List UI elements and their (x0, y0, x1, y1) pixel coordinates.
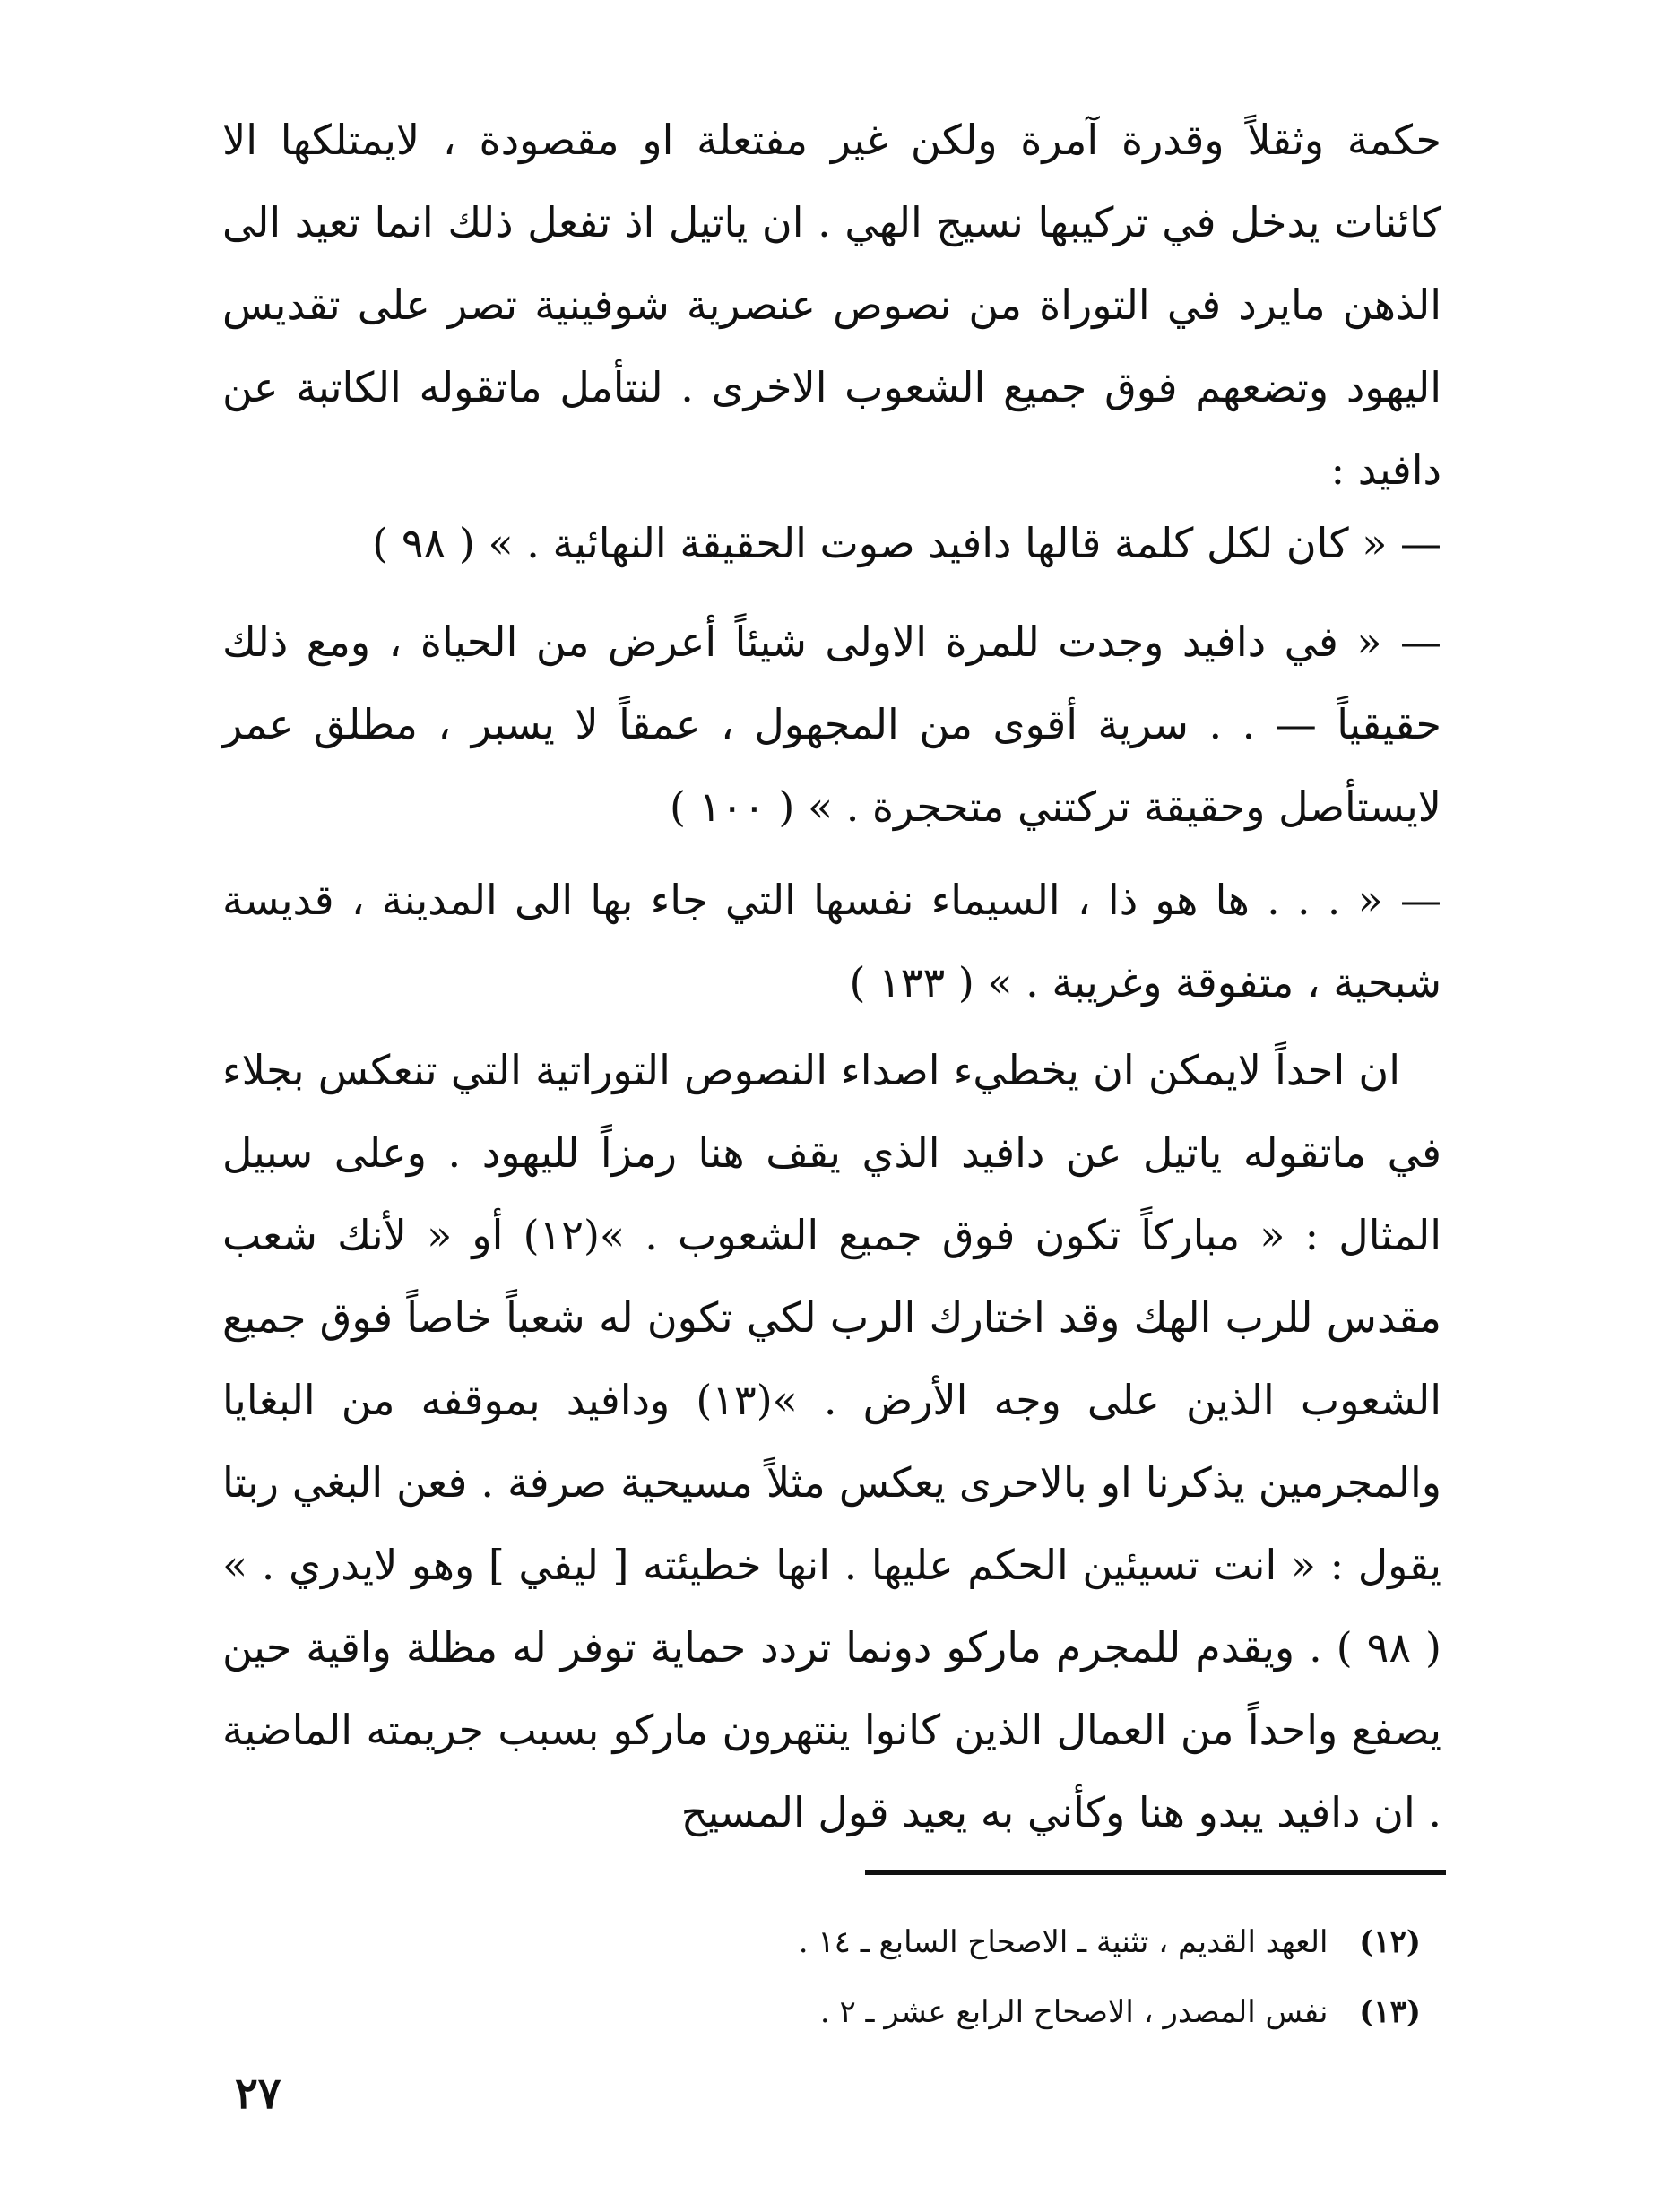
quote-3: — « . . . ها هو ذا ، السيماء نفسها التي جاء بها الى المدينة ، قديسة شبحية ، متفوقة وغريبة . » ( ١٣٣ ) (222, 876, 1441, 1007)
page-number: ٢٧ (235, 2069, 281, 2119)
footnote-13 (538, 1977, 1421, 2047)
footnote-12 (538, 1907, 1421, 1977)
footnote-text: العهد القديم ، تثنية ـ الاصحاح السابع ـ ١٤ . (798, 1924, 1328, 1960)
footnote-number: (١٢) (1359, 1924, 1421, 1960)
quote-1: — « كان لكل كلمة قالها دافيد صوت الحقيقة النهائية . » ( ٩٨ ) (372, 519, 1441, 567)
footnote-divider (865, 1870, 1446, 1875)
footnote-number: (١٣) (1359, 1994, 1421, 2030)
footnote-text: نفس المصدر ، الاصحاح الرابع عشر ـ ٢ . (819, 1994, 1328, 2030)
intro-paragraph: حكمة وثقلاً وقدرة آمرة ولكن غير مفتعلة او مقصودة ، لايمتلكها الا كائنات يدخل في تركيبها نسيج الهي . ان ياتيل اذ تفعل ذلك انما تعيد الى الذهن مايرد في التوراة من نصوص عنصرية شوفينية تصر على تقديس اليهود وتضعهم فوق جميع الشعوب الاخرى . لنتأمل ماتقوله الكاتبة عن دافيد : (222, 116, 1441, 494)
quote-2: — « في دافيد وجدت للمرة الاولى شيئاً أعرض من الحياة ، ومع ذلك حقيقياً — . . سرية أقوى من المجهول ، عمقاً لا يسبر ، مطلق عمر لايستأصل وحقيقة تركتني متحجرة . » ( ١٠٠ ) (222, 618, 1441, 831)
body-paragraph: ان احداً لايمكن ان يخطيء اصداء النصوص التوراتية التي تنعكس بجلاء في ماتقوله ياتيل عن دافيد الذي يقف هنا رمزاً لليهود . وعلى سبيل المثال : « مباركاً تكون فوق جميع الشعوب . »(١٢) أو « لأنك شعب مقدس للرب الهك وقد اختارك الرب لكي تكون له شعباً خاصاً فوق جميع الشعوب الذين على وجه الأرض . »(١٣) ودافيد بموقفه من البغايا والمجرمين يذكرنا او بالاحرى يعكس مثلاً مسيحية صرفة . فعن البغي ربتا يقول : « انت تسيئين الحكم عليها . انها خطيئته [ ليفي ] وهو لايدري . » ( ٩٨ ) . ويقدم للمجرم ماركو دونما تردد حماية توفر له مظلة واقية حين يصفع واحداً من العمال الذين كانوا ينتهرون ماركو بسبب جريمته الماضية . ان دافيد يبدو هنا وكأني به يعيد قول المسيح (222, 1046, 1441, 1836)
